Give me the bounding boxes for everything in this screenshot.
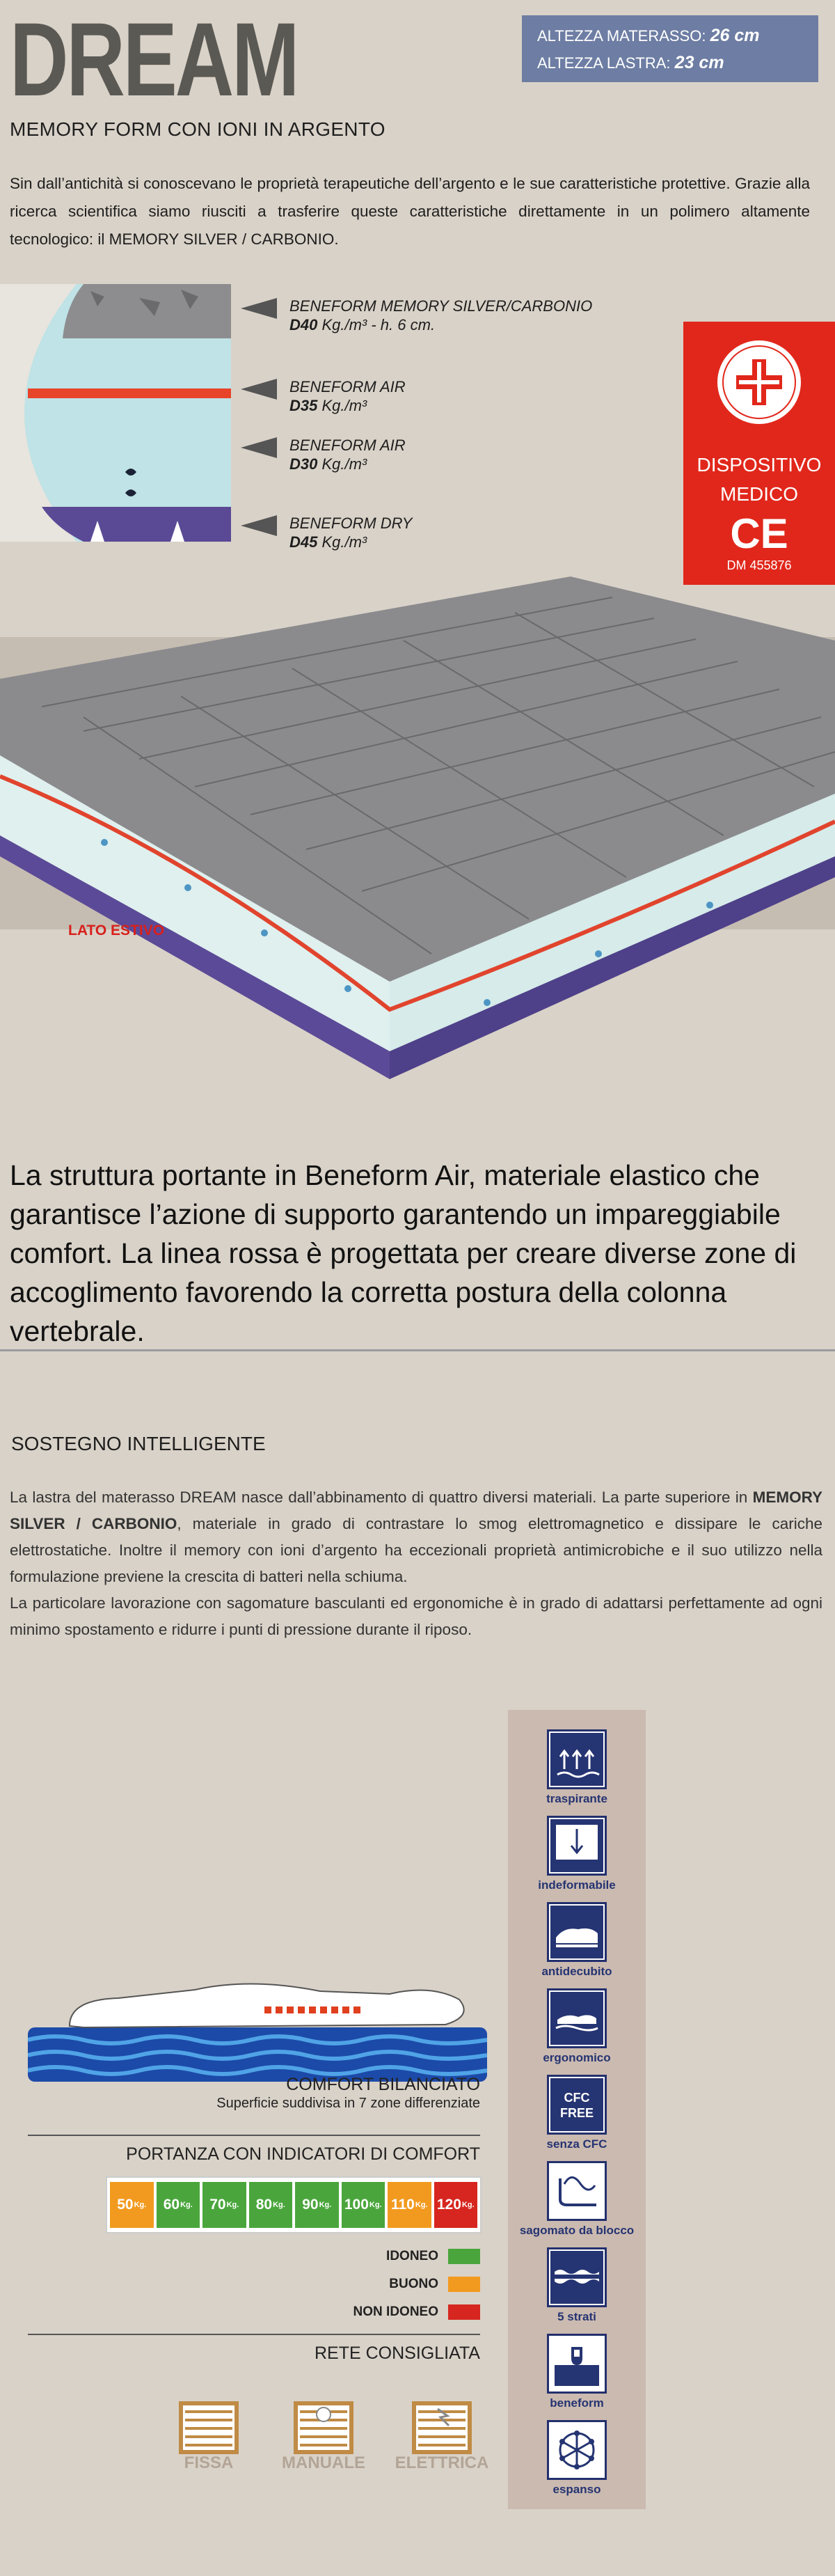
pointer-arrow-icon [241, 437, 277, 458]
base-label-fissa: FISSA [184, 2453, 234, 2472]
product-title: DREAM [10, 1, 298, 118]
feature-indeformabile: indeformabile [508, 1816, 646, 1892]
medical-line-2: MEDICO [720, 483, 798, 505]
feature-ergonomico: ergonomico [508, 1988, 646, 2065]
weight-cell-60: 60 Kg. [157, 2182, 200, 2228]
base-label-manuale: MANUALE [282, 2453, 365, 2472]
divider-line [28, 2135, 480, 2136]
features-sidebar [508, 1710, 646, 2509]
medical-seal-icon [714, 337, 804, 427]
portanza-title: PORTANZA CON INDICATORI DI COMFORT [126, 2144, 480, 2164]
svg-text:CFC: CFC [564, 2091, 590, 2105]
feature-beneform: beneform [508, 2334, 646, 2410]
expanded-icon [550, 2424, 603, 2476]
manual-base-icon [289, 2389, 358, 2459]
feature-antidecubito: antidecubito [508, 1902, 646, 1979]
core-height: ALTEZZA LASTRA: 23 cm [537, 53, 724, 72]
weight-scale [106, 2176, 482, 2233]
legend-idoneo: IDONEO [28, 2249, 480, 2264]
base-label-elettrica: ELETTRICA [395, 2453, 489, 2472]
medical-code: DM 455876 [726, 558, 792, 572]
comfort-zones-image [28, 1949, 487, 2089]
feature-senza-cfc: CFC FREE senza CFC [508, 2075, 646, 2151]
weight-cell-70: 70 Kg. [202, 2182, 246, 2228]
pointer-arrow-icon [241, 379, 277, 400]
weight-cell-100: 100 Kg. [342, 2182, 385, 2228]
rete-title: RETE CONSIGLIATA [314, 2343, 480, 2363]
comfort-title: COMFORT BILANCIATO [286, 2075, 480, 2094]
cfc-free-icon [550, 2078, 603, 2131]
indeformable-icon [550, 1819, 603, 1872]
legend-non-idoneo: NON IDONEO [28, 2304, 480, 2320]
divider-line [28, 2334, 480, 2335]
feature-espanso: espanso [508, 2420, 646, 2497]
comfort-subtitle: Superficie suddivisa in 7 zone differenziate [216, 2096, 480, 2111]
weight-cell-50: 50 Kg. [110, 2182, 154, 2228]
fixed-base-icon [174, 2389, 244, 2459]
electric-base-icon [407, 2389, 477, 2459]
layer-cross-section-image [0, 284, 231, 542]
legend-buono: BUONO [28, 2277, 480, 2292]
block-shaped-icon [550, 2165, 603, 2217]
section-divider [0, 1349, 835, 1351]
medical-device-badge [683, 322, 835, 585]
sostegno-description: La lastra del materasso DREAM nasce dall’abbinamento di quattro diversi materiali. La parte superiore in MEMORY SILVER / CARBONIO, materiale in grado di contrastare lo smog elettromagnetico e dissipare le cariche elettrostatiche. Inoltre il memory con ioni d’argento ha eccezionali proprietà antimicrobiche e il suo utilizzo nella formulazione previene la crescita di batteri nella schiuma. La particolare lavorazione con sagomature basculanti ed ergonomiche è in grado di adattarsi perfettamente ad ogni minimo spostamento e ridurre i punti di pressione durante il riposo. [10, 1489, 822, 1638]
feature-sagomato: sagomato da blocco [508, 2161, 646, 2238]
legend-swatch [448, 2249, 480, 2264]
height-info-box [522, 15, 818, 82]
feature-5-strati: 5 strati [508, 2247, 646, 2324]
five-layers-icon [550, 2251, 603, 2304]
summer-side-label: LATO ESTIVO [68, 922, 165, 938]
weight-cell-110: 110 Kg. [388, 2182, 431, 2228]
legend-swatch [448, 2277, 480, 2292]
weight-cell-90: 90 Kg. [295, 2182, 339, 2228]
support-statement: La struttura portante in Beneform Air, materiale elastico che garantisce l’azione di supporto garantendo un impareggiabile comfort. La linea rossa è progettata per creare diverse zone di accoglimento favorendo la corretta postura della colonna vertebrale. [10, 1159, 797, 1347]
intro-paragraph: Sin dall’antichità si conoscevano le proprietà terapeutiche dell’argento e le sue caratteristiche protettive. Grazie alla ricerca scientifica siamo riusciti a trasferire queste caratteristiche direttamente in un polimero altamente tecnologico: il MEMORY SILVER / CARBONIO. [10, 175, 810, 248]
svg-text:FREE: FREE [559, 2106, 594, 2120]
feature-traspirante: traspirante [508, 1729, 646, 1806]
beneform-icon [550, 2337, 603, 2390]
mattress-height: ALTEZZA MATERASSO: 26 cm [537, 26, 760, 45]
section-title-sostegno: SOSTEGNO INTELLIGENTE [11, 1433, 266, 1454]
weight-cell-120: 120 Kg. [434, 2182, 478, 2228]
ce-mark: CE [730, 510, 788, 557]
medical-line-1: DISPOSITIVO [697, 454, 822, 476]
weight-cell-80: 80 Kg. [249, 2182, 293, 2228]
pointer-arrow-icon [241, 298, 277, 319]
breathable-icon [550, 1733, 603, 1786]
anti-bedsore-icon [550, 1906, 603, 1958]
legend-swatch [448, 2304, 480, 2320]
product-subtitle: MEMORY FORM CON IONI IN ARGENTO [10, 118, 385, 140]
pointer-arrow-icon [241, 515, 277, 536]
mattress-image [0, 564, 835, 1156]
ergonomic-icon [550, 1992, 603, 2045]
